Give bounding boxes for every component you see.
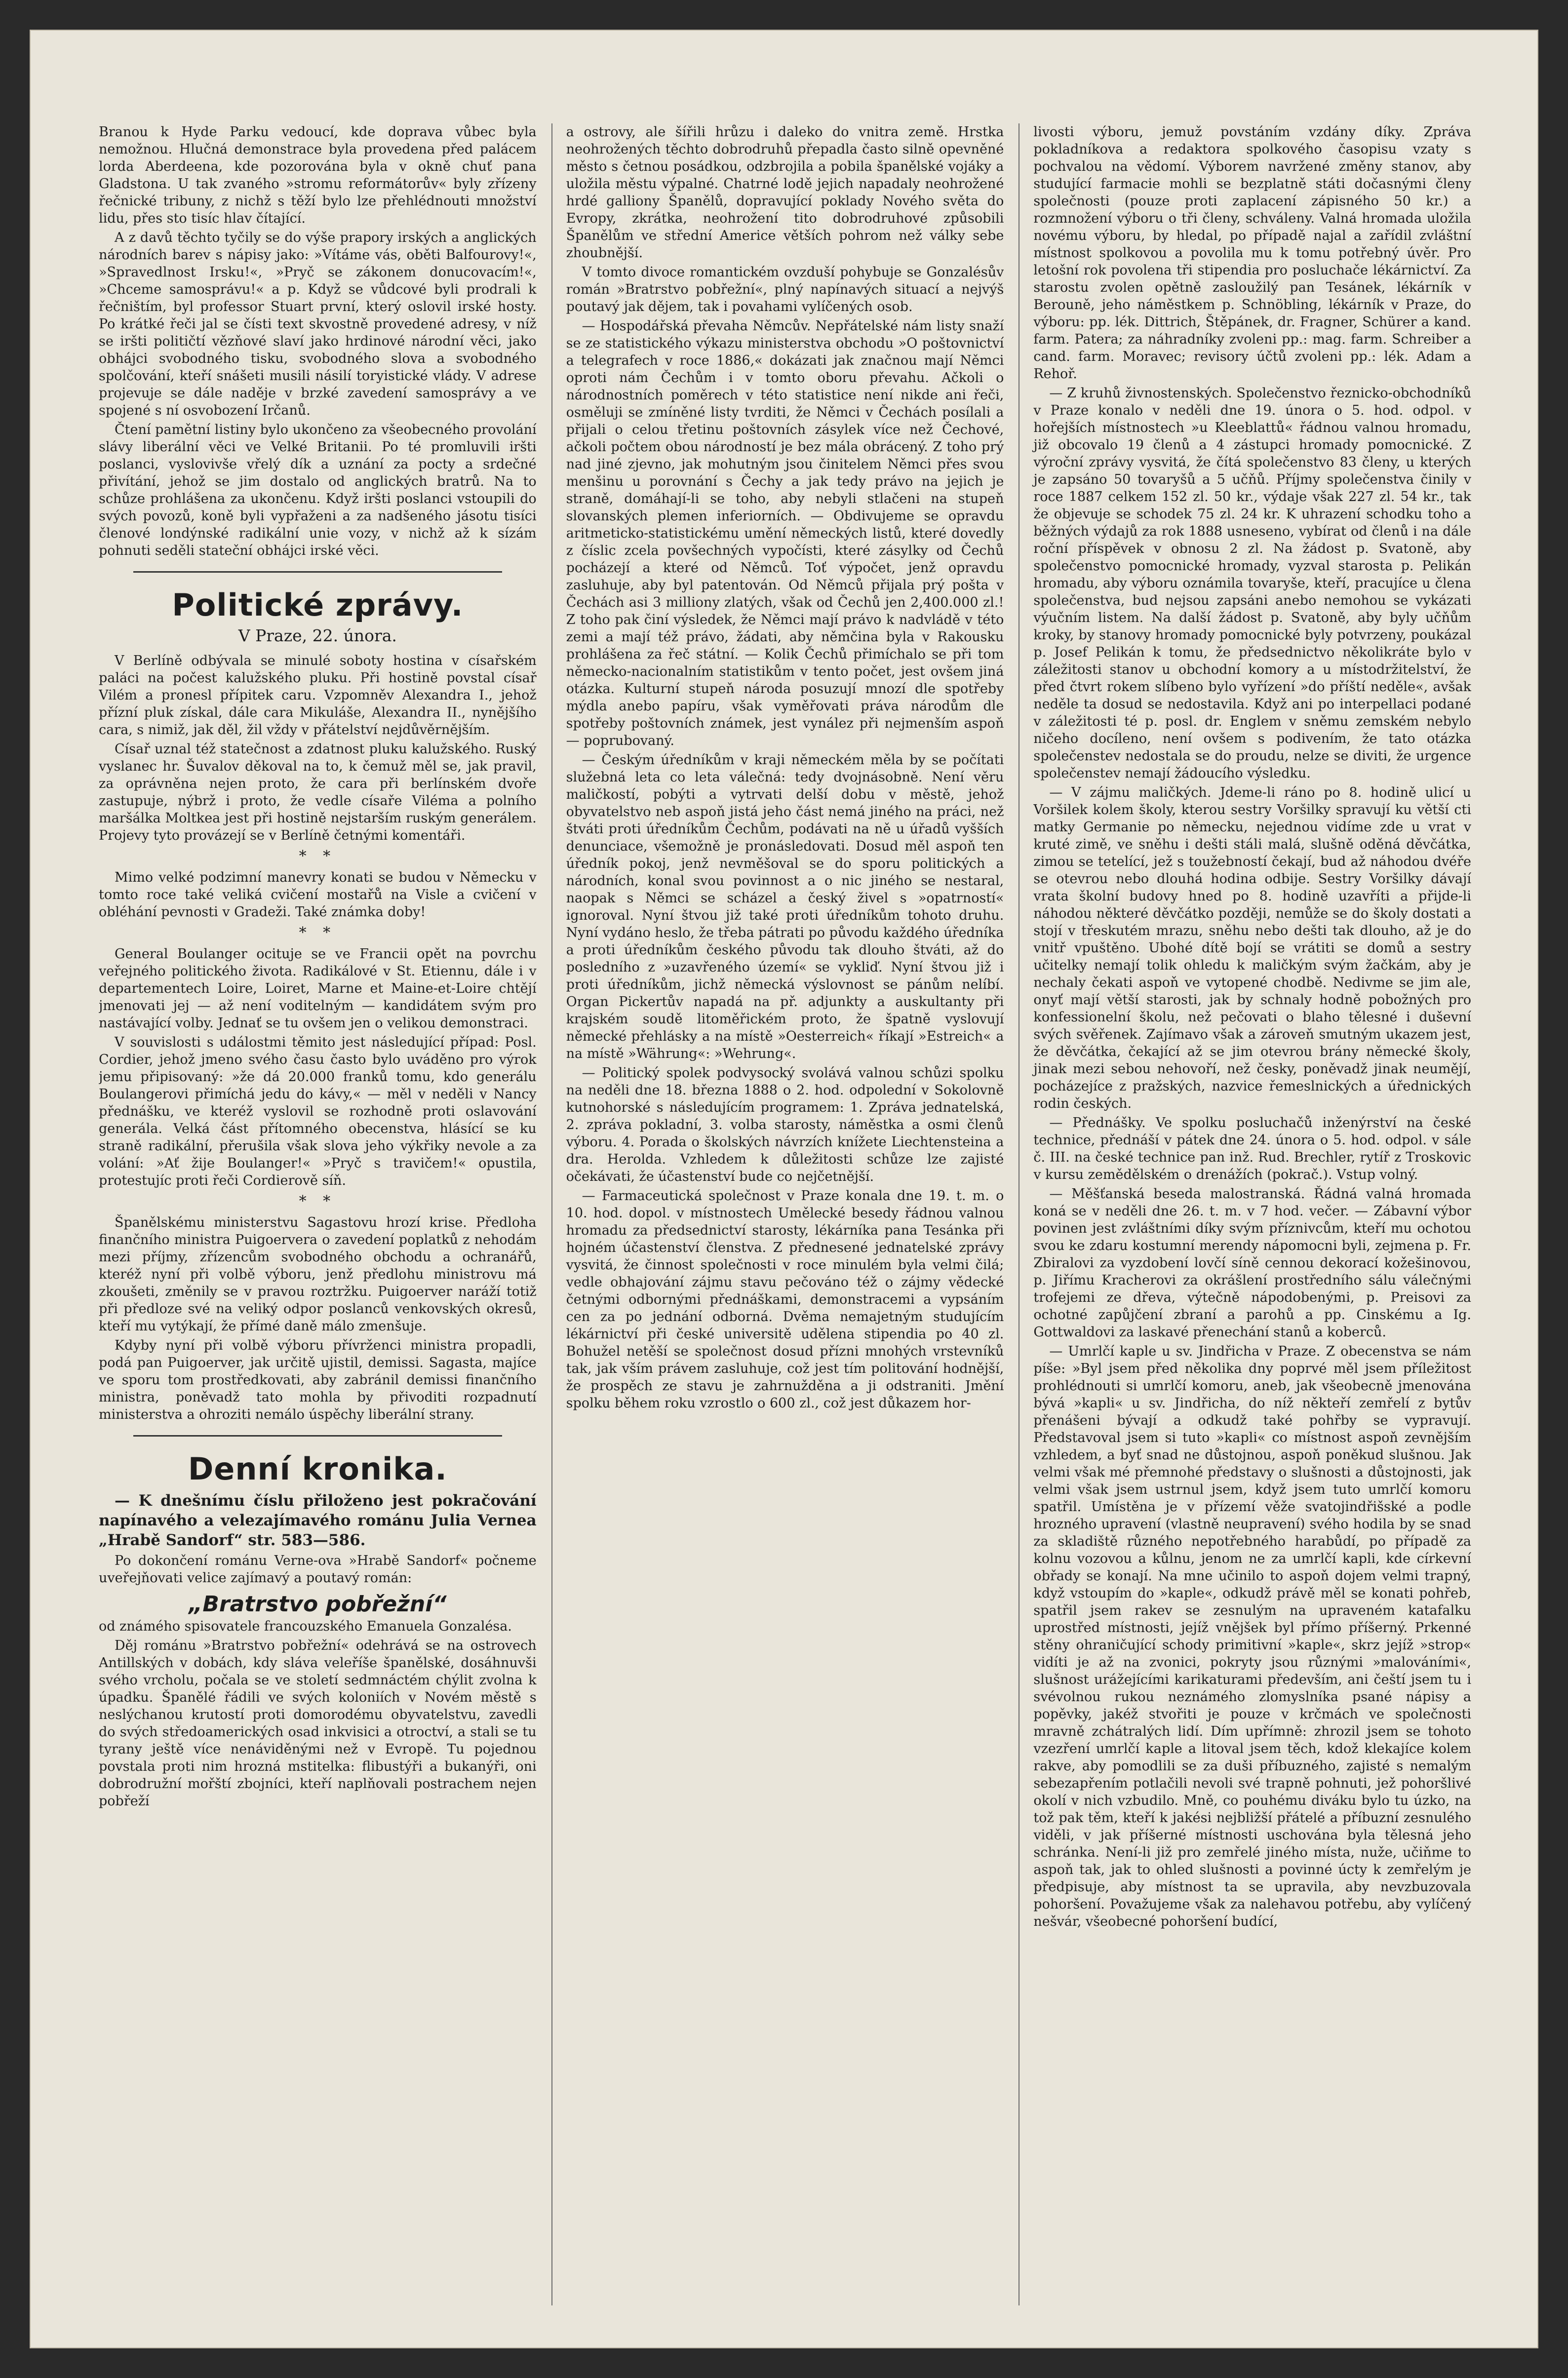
column-3 — [1019, 123, 1471, 2305]
news-item: — Hospodářská převaha Němcův. Nepřátelské nám listy snaží se ze statistického výkazu ministerstva obchodu »O poštovnictví a telegrafech v roce 1886,« dokázati jak značnou mají Němci oproti nám Čechům i v tomto oboru převahu. Ačkoli o národnostních poměrech v této statistice není nikde ani řeči, osměluji se zmíněné listy tvrditi, že Němci v Čechách posílali a přijali o celou třetinu poštovních zásylek více než Čechové, ačkoli počtem obou národností je bez mála obrácený. Z toho prý nad jiné zjevno, jak mohutným jsou činitelem Němci přes svou menšinu u porovnání s Čechy a jak tedy právo na jejich je straně, domáhají-li se toho, aby nebyli stlačeni na stupeň slovanských plemen inferiorních. — Obdivujeme se opravdu aritmeticko-statistickému umění německých listů, které dovedly z číslic zcela povšechných vypočísti, které zásylky od Čechů pocházejí a které od Němců. Toť výpočet, jenž opravdu zasluhuje, aby byl patentován. Od Němců přijala prý pošta v Čechách asi 3 milliony zlatých, však od Čechů jen 2,400.000 zl.! Z toho pak činí výsledek, že Němci mají právo k nadvládě v této zemi a mají též právo, žádati, aby němčina byla v Rakousku prohlášena za řeč státní. — Kolik Čechů přimíchalo se při tom německo-nacionalním statistikům v tento počet, jest ovšem jiná otázka. Kulturní stupeň národa posuzují mnozí dle spotřeby mýdla anebo papíru, však vyměřovati práva národům dle spotřeby poštovních známek, jest vynález při nejmenším aspoň — poprubovaný. — [566, 318, 1004, 748]
news-item: V Berlíně odbývala se minulé soboty hostina v císařském paláci na počest kalužského pluku. Při hostině povstal císař Vilém a pronesl přípitek caru. Vzpomněv Alexandra I., jehož přízní pluk získal, dále cara Mikuláše, Alexandra II., nynějšího cara, s nimiž, jak děl, žil vždy v přátelství nejdůvěrnějším. — [99, 653, 537, 738]
news-item: — Českým úředníkům v kraji německém měla by se počítati služebná leta co leta válečná: tedy dvojnásobně. Není věru maličkostí, pobýti a vytrvati delší dobu v městě, jehož obyvatelstvo neb aspoň jistá jeho část nemá jiného na práci, než štváti proti úředníkům Čechům, podávati na ně u úřadů vyšších denunciace, všemožně je pronásledovati. Dosud měl aspoň ten úředník pokoj, jenž nevměšoval se do sporu politických a národních, konal svou povinnost a o nic jiného se nestaral, naopak s Němci se scházel a český živel s »opatrností« ignoroval. Nyní štvou již také proti úředníkům tohoto druhu. Nyní vydáno heslo, že třeba pátrati po původu každého úředníka a proti úředníkům českého původu tak dlouho štváti, až do posledního z »uzavřeného území« se vykliď. Nyní štvou již i proti úředníkům, jichž německá výslovnost se pánům nelíbí. Organ Pickertův napadá na př. adjunkty a auskultanty při krajském soudě litoměřickém proto, že špatně vyslovují německé přehlásky a na místě »Oesterreich« říkají »Estreich« a na místě »Währung«: »Wehrung«. — [566, 752, 1004, 1061]
column-1 — [99, 123, 537, 2305]
article-paragraph: A z davů těchto tyčily se do výše prapory irských a anglických národních barev s nápisy jako: »Vítáme vás, oběti Balfourovy!«, »Spravedlnost Irsku!«, »Pryč se zákonem donucovacím!«, »Chceme samosprávu!« a p. Když se vůdcové byli prodrali k řečništím, byl professor Stuart první, který oslovil irské hosty. Po krátké řeči jal se čísti text skvostně provedené adresy, v níž se iršti političtí vězňové slaví jako hrdinové národní věci, jako obhájci svobodného tisku, svobodného slova a svobodného spolčování, kteří snášeti musili násilí toryistické vlády. V adrese projevuje se dále naděje v brzké zavedení samosprávy a ve spojené s ní osvobození Irčanů. — [99, 230, 537, 418]
news-item: Po dokončení románu Verne-ova »Hrabě Sandorf« počneme uveřejňovati velice zajímavý a poutavý román: — [99, 1553, 537, 1586]
news-item: — Umrlčí kaple u sv. Jindřicha v Praze. Z obecenstva se nám píše: »Byl jsem před několika dny poprvé měl jsem příležitost prohlédnouti si umrlčí komoru, aneb, jak všeobecně jmenována bývá »kapli« u sv. Jindřicha, do níž někteří zemřelí z bytův přenášeni bývají a odkudž také pohřby se vypravují. Představoval jsem si tuto »kapli« co místnost aspoň zevnějším vzhledem, a byť snad ne důstojnou, aspoň poněkud slušnou. Jak velmi však mé přemnohé představy o slušnosti a důstojnosti, jak velmi však jsem ustrnul jsem, když jsem tuto umrlčí komoru spatřil. Umístěna je v přízemí věže svatojindřišské a podle hrozného upravení (vlastně neupravení) svého hodila by se snad za skladiště různého nepotřebného harabůdí, po případě za kolnu vozovou a kůlnu, jenom ne za umrlčí kapli, kde církevní obřady se konají. Na mne učinilo to aspoň dojem velmi trapný, když vstoupím do »kaple«, odkudž právě měl se konati pohřeb, spatřil jsem rakev se zesnulým na upraveném katafalku uprostřed místnosti, jejíž vnějšek byl přímo příšerný. Prkenné stěny ohraničující schody primitivní »kaple«, skrz jejíž »strop« vidíti je až na zvonici, pokryty jsou různými »malováními«, slušnost urážejícími karikaturami především, ani čeští jsem tu i svévolnou rukou neznámého zlomyslníka psané nápisy a popěvky, jakéž stvořiti je pouze v krčmách ve společnosti mravně zchátralých lidí. Dím upřímně: zhrozil jsem se tohoto vzezření umrlčí kaple a litoval jsem těch, kdož klekajíce kolem rakve, aby pomodlili se za duši příbuzného, zajisté s nemalým sebezapřením potlačili nevoli své trapně pohnuti, jež pohoršlivé okolí v nich vzbudilo. Mně, co pouhému diváku bylo tu úzko, na tož pak těm, kteří k jakési nejbližší přátelé a příbuzní zesnulého viděli, v jak příšerné místnosti uschována byla tělesná jeho schránka. Není-li již pro zemřelé jiného místa, nuže, učiňme to aspoň tak, jak to ohled slušnosti a povinné úcty k zemřelým je předpisuje, aby místnost ta se upravila, aby nevzbuzovala pohoršení. Považujeme však za nalehavou potřebu, aby vylíčený nešvár, všeobecné pohoršení budící, — [1033, 1344, 1472, 1929]
article-paragraph: Čtení pamětní listiny bylo ukončeno za všeobecného provolání slávy liberální věci ve Velké Britanii. Po té promluvili iršti poslanci, vyslovivše vřelý dík a uznání za pocty a srdečné přivítání, jehož se jim dostalo od anglických bratrů. Na to schůze prohlášena za ukončenu. Když iršti poslanci vstoupili do svých povozů, koně byli vypřaženi a za nadšeného jásotu tisíci členové londýnské radikální unie vozy, v nichž až k sízám pohnuti seděli stateční obhájci irské věci. — [99, 422, 537, 558]
section-title-politics: Politické zprávy. — [172, 587, 464, 623]
article-paragraph: a ostrovy, ale šířili hrůzu i daleko do vnitra země. Hrstka neohrožených těchto dobrodruhů přepadla často silně opevněné město s četnou posádkou, odzbrojila a pobila španělské vojáky a uložila městu výpalné. Chatrné lodě jejich napadaly neohrožené hrdé galliony Španělů, dopravující poklady Nového světa do Evropy, zkrátka, neohrožení tito dobrodruhové způsobili Španělům ve střední Americe větších pohrom než války sebe zhoubnější. — [566, 124, 1004, 261]
section-divider — [133, 1435, 502, 1437]
news-item: Kdyby nyní při volbě výboru přívrženci ministra propadli, podá pan Puigoerver, jak určitě ujistil, demissi. Sagasta, majíce ve sporu tom prostředkovati, aby zabránil demissi finančního ministra, poněvadž tato mohla by přivoditi rozpadnutí ministerstva a ohroziti nemálo úspěchy liberální strany. — [99, 1338, 537, 1422]
section-divider — [133, 571, 502, 573]
separator-asterisks: * * — [299, 924, 337, 941]
news-item: Mimo velké podzimní manevry konati se budou v Německu v tomto roce také veliká cvičení mostařů na Visle a cvičení v obléhání pevnosti v Gradeži. Také známka doby! — [99, 870, 537, 920]
news-item: Děj románu »Bratrstvo pobřežní« odehrává se na ostrovech Antillských v dobách, kdy sláva veleříše španělské, dosáhnuvši svého vrcholu, počala se ve století sedmnáctém chýlit zvolna k úpadku. Španělé řádili ve svých koloniích v Novém městě s neslýchanou krutostí proti domorodému obyvatelstvu, zavedli do svých středoamerických osad inkvisici a otroctví, a stali se tu tyrany ještě více nenáviděnými než v Evropě. Tu pojednou povstala proti nim hrozná mstitelka: flibustýři a bukanýři, oni dobrodružní mořští zbojníci, kteří naplňovali postrachem nejen pobřeží — [99, 1638, 537, 1809]
newspaper-sheet — [30, 30, 1538, 2348]
news-item: — Měšťanská beseda malostranská. Řádná valná hromada koná se v neděli dne 26. t. m. v 7 hod. večer. — Zábavní výbor povinen jest zvláštními díky svým příznivcům, kteří mu ochotou svou ke zdaru kostumní merendy nápomocni byli, zejmena p. Fr. Zbiralovi za vyzdobení lovčí síně cennou dekorací kožešinovou, p. Jiřímu Kracherovi za okrášlení prostředního sálu válečnými trofejemi ze dřeva, výtečně nápodobenými, p. Preisovi za ochotné zapůjčení zbraní a parohů a pp. Cinskému a Ig. Gottwaldovi za laskavé přenechání stanů a koberců. — [1033, 1186, 1472, 1340]
article-paragraph: Branou k Hyde Parku vedoucí, kde doprava vůbec byla nemožnou. Hlučná demonstrace byla provedena před palácem lorda Aberdeena, kde pozorována byla v okně chuť pana Gladstona. U tak zvaného »stromu reformátorův« byly zřízeny řečnické tribuny, z nichž s těží bylo lze přehlédnouti množství lidu, přes sto tisíc hlav čítající. — [99, 124, 537, 226]
separator-asterisks: * * — [299, 1193, 337, 1210]
article-paragraph: livosti výboru, jemuž povstáním vzdány díky. Zpráva pokladníkova a redaktora spolkového časopisu vzaty s pochvalou na vědomí. Výborem navržené změny stanov, aby studující farmacie mohli se bezplatně státi dočasnými členy společnosti (pouze proti zaplacení zápisného 50 kr.) a rozmnožení výboru o tři členy, schváleny. Valná hromada uložila novému výboru, by hledal, po případě najal a zařídil zvláštní místnost spolkovou a povolila mu k tomu potřebný úvěr. Pro letošní rok povolena tři stipendia pro posluchače lékárnictví. Za starostu zvolen opětně zasloužilý pan Tesánek, lékárník v Berouně, jeho náměstkem p. Schnöbling, lékárník v Praze, do výboru: pp. lék. Dittrich, Štěpánek, dr. Fragner, Schürer a kand. farm. Patera; za náhradníky zvoleni pp.: mag. farm. Schreiber a cand. farm. Moravec; revisory účtů zvoleni pp.: lék. Adam a Rehoř. — [1033, 124, 1472, 382]
novel-author: od známého spisovatele francouzského Emanuela Gonzalésa. — [99, 1619, 512, 1634]
news-item: — Politický spolek podvysocký svolává valnou schůzi spolku na neděli dne 18. března 1888 o 2. hod. odpolední v Sokolovně kutnohorské s následujícím programem: 1. Zpráva jednatelská, 2. zpráva pokladní, 3. volba starosty, náměstka a osmi členů výboru. 4. Porada o školských návrzích knížete Liechtensteina a dra. Herolda. Vzhledem k důležitosti schůze lze zajisté očekávati, že účastenství bude co nejčetnější. — [566, 1065, 1004, 1184]
section-title-chronicle: Denní kronika. — [188, 1451, 447, 1487]
news-item: Španělskému ministerstvu Sagastovu hrozí krise. Předloha finančního ministra Puigoervera o zavedení poplatků z nehodám mezi příjmy, zřízencům svobodného obchodu a ochranářů, kteréž nyní při volbě výboru, jenž předlohu ministrovu má zkoušeti, změnily se v pravou roztržku. Puigoerver naráží totiž při předloze své na veliký odpor poslanců venkovských okresů, kteří mu vytýkají, že přímé daně málo zmenšuje. — [99, 1215, 537, 1334]
dateline: V Praze, 22. února. — [238, 626, 397, 645]
news-item: — Z kruhů živnostenských. Společenstvo řeznicko-obchodníků v Praze konalo v neděli dne 19. února o 5. hod. odpol. v hořejších místnostech »u Kleeblattů« řádnou valnou hromadu, již obcovalo 19 členů a 4 zástupci hromady pomocnické. Z výroční zprávy vysvitá, že čítá společenstvo 83 členy, u kterých je zapsáno 50 tovaryšů a 5 učňů. Příjmy společenstva činily v roce 1887 celkem 152 zl. 50 kr., výdaje však 227 zl. 54 kr., tak že objevuje se schodek 75 zl. 24 kr. K uhrazení schodku toho a běžných výdajů za rok 1888 usneseno, vybírat od členů i na dále roční příspěvek v obnosu 2 zl. Na žádost p. Svatoně, aby společenstvo pomocnické hromady, vyzval starosta p. Pelikán hromadu, aby výboru oznámila tovaryše, kteří, pracujíce u člena společenstva, bud nejsou zapsáni anebo nemohou se vykázati výučním listem. Na další žádost p. Svatoně, aby byly učňům kroky, by stanovy hromady pomocnické byly potvrzeny, poukázal p. Josef Pelikán k tomu, že předsednictvo několikráte bylo v záležitosti stanov u obchodní komory a u místodržitelství, že před čtvrt rokem slíbeno bylo vyřízení »do příští neděle«, avšak neděle ta dosud se nedostavila. Když ani po interpellaci podané v záležitosti té p. posl. dr. Englem v sněmu zemském nebylo ničeho docíleno, není ovšem s podivením, že tato otázka společenstev nedostala se do proudu, nelze se diviti, že urgence společenstev nemají žádoucího výsledku. — [1033, 386, 1472, 781]
article-paragraph: V tomto divoce romantickém ovzduší pohybuje se Gonzalésův román »Bratrstvo pobřežní«, plný napínavých situací a nejvýš poutavý jak dějem, tak i povahami vylíčených osob. — [566, 265, 1004, 314]
news-item: — Přednášky. Ve spolku posluchačů inženýrství na české technice, přednáší v pátek dne 24. února o 5. hod. odpol. v sále č. III. na české technice pan inž. Rud. Brechler, rytíř z Troskovic v kursu zemědělském o drenážích (pokrač.). Vstup volný. — [1033, 1115, 1472, 1182]
news-item: — Farmaceutická společnost v Praze konala dne 19. t. m. o 10. hod. dopol. v místnostech Umělecké besedy řádnou valnou hromadu za předsednictví starosty, lékárníka pana Tesánka při hojném účastenství členstva. Z přednesené jednatelské zprávy vysvitá, že činnost společnosti v roce minulém byla velmi čilá; vedle obhajování zájmu stavu pečováno též o zájmy vědecké četnými odbornými přednáškami, demonstracemi a vypsáním cen za po jednání odborná. Dvěma nemajetným studujícím lékárnictví při české universitě udělena stipendia po 40 zl. Bohužel netěší se společnost dosud přízni mnohých vrstevníků tak, jak vším právem zasluhuje, což jest tím politování hodnější, že prospěch ze stavu je zahrnužděna a ji odstraniti. Jmění spolku během roku vzrostlo o 600 zl., což jest důkazem hor- — [566, 1188, 1004, 1411]
newspaper-page — [99, 123, 1471, 2305]
news-item: — V zájmu maličkých. Jdeme-li ráno po 8. hodině ulicí u Voršilek kolem školy, kterou sestry Voršilky spravují ku větší cti matky Germanie po německu, nejednou vidíme zde u vrat v kruté zimě, ve sněhu i dešti stáli malá, slušně oděná děvčátka, zimou se tetelící, jež s toužebností čekají, bud až náhodou dvéře se otevrou nebo dlouhá hodina odbije. Sestry Voršilky dávají vrata školní budovy hned po 8. hodině uzavříti a přijde-li náhodou některé děvčátko později, nemůže se do školy dostati a stojí v třeskutém mrazu, sněhu nebo dešti tak dlouho, až je do vnitř vpuštěno. Ubohé dítě bojí se vrátiti se domů a sestry učitelky nemají tolik ohledu k maličkým svým žačkám, aby je nechaly čekati aspoň ve vytopené chodbě. Nedivme se jim ale, onyť mají větší starosti, jak by schnaly hodně pobožných pro konfessionelní školu, než pečovati o blaho tělesné i duševní svých svěřenek. Zajímavo však a zároveň smutným ukazem jest, že děvčátka, čekající až se jim otevrou brány německé školy, jinak mezi sebou nehovoří, než česky, poněvadž jinak neumějí, pocházejíce z pražských, nazvice řemeslnických a úřednických rodin českých. — [1033, 785, 1472, 1111]
novel-title: „Bratrstvo pobřežní“ — [189, 1592, 447, 1617]
news-item: Císař uznal též statečnost a zdatnost pluku kalužského. Ruský vyslanec hr. Šuvalov děkoval na to, k čemuž měl se, jak pravil, za oprávněna nejen proto, že cara při berlínském dvoře zastupuje, nýbrž i proto, že vedle císaře Viléma a polního maršálka Moltkea jest při hostině nejstarším ruským generálem. Projevy tyto provázejí se v Berlíně četnými komentáři. — [99, 741, 537, 843]
supplement-notice: — K dnešnímu číslu přiloženo jest pokračování napínavého a velezajímavého románu Julia Vernea „Hrabě Sandorf“ str. 583—586. — [99, 1492, 537, 1549]
news-item: General Boulanger ocituje se ve Francii opět na povrchu veřejného politického života. Radikálové v St. Etiennu, dále i v departementech Loire, Loiret, Marne et Maine-et-Loire chtějí jmenovati jej — až není voditelným — kandidátem svým pro nastávající volby. Jednať se tu ovšem jen o velikou demonstraci. — [99, 946, 537, 1031]
news-item: V souvislosti s událostmi těmito jest následující případ: Posl. Cordier, jehož jmeno svého času často bylo uváděno pro výrok jemu připisovaný: »že dá 20.000 franků tomu, kdo generálu Boulangerovi přimíchá jedu do kávy,« — měl v neděli v Nancy přednášku, ve kteréž vyslovil se rozhodně proti oslavování generála. Velká část přítomného obecenstva, hlásící se ku straně radikální, přerušila však slova jeho výkřiky nevole a za volání: »Ať žije Boulanger!« »Pryč s travičem!« opustila, protestujíc proti řeči Cordierově síň. — [99, 1035, 537, 1188]
separator-asterisks: * * — [299, 848, 337, 865]
column-2 — [551, 123, 1004, 2305]
